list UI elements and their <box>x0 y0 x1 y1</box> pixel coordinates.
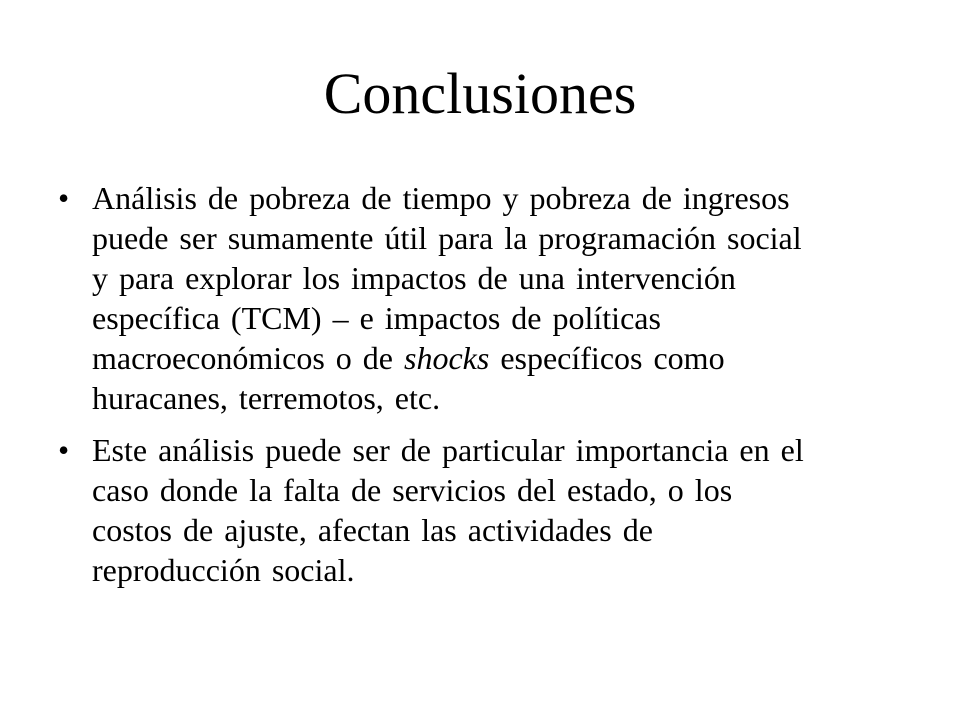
bullet-dot-icon: • <box>58 180 70 216</box>
bullet-1-line-5-post: específicos como <box>489 340 725 376</box>
bullet-item-1 <box>52 178 912 418</box>
bullet-1-line-5 <box>92 338 912 378</box>
bullet-2-line-2: caso donde la falta de servicios del estado, o los <box>92 472 733 508</box>
bullet-2-line-1: Este análisis puede ser de particular importancia en el <box>92 432 804 468</box>
slide-title: Conclusiones <box>323 61 637 126</box>
bullet-2-line-4: reproducción social. <box>92 552 355 588</box>
bullet-1-line-1: Análisis de pobreza de tiempo y pobreza de ingresos <box>92 180 790 216</box>
bullet-1-line-5-italic: shocks <box>404 340 490 376</box>
bullet-list <box>52 178 912 602</box>
bullet-2-line-3: costos de ajuste, afectan las actividades de <box>92 512 653 548</box>
bullet-1-line-6: huracanes, terremotos, etc. <box>92 380 441 416</box>
bullet-1-line-5-pre: macroeconómicos o de <box>92 340 404 376</box>
bullet-1-line-3: y para explorar los impactos de una intervención <box>92 260 736 296</box>
bullet-1-line-4: específica (TCM) – e impactos de políticas <box>92 300 661 336</box>
bullet-1-line-2: puede ser sumamente útil para la programación social <box>92 220 802 256</box>
bullet-dot-icon: • <box>58 432 70 468</box>
bullet-item-2 <box>52 430 912 590</box>
